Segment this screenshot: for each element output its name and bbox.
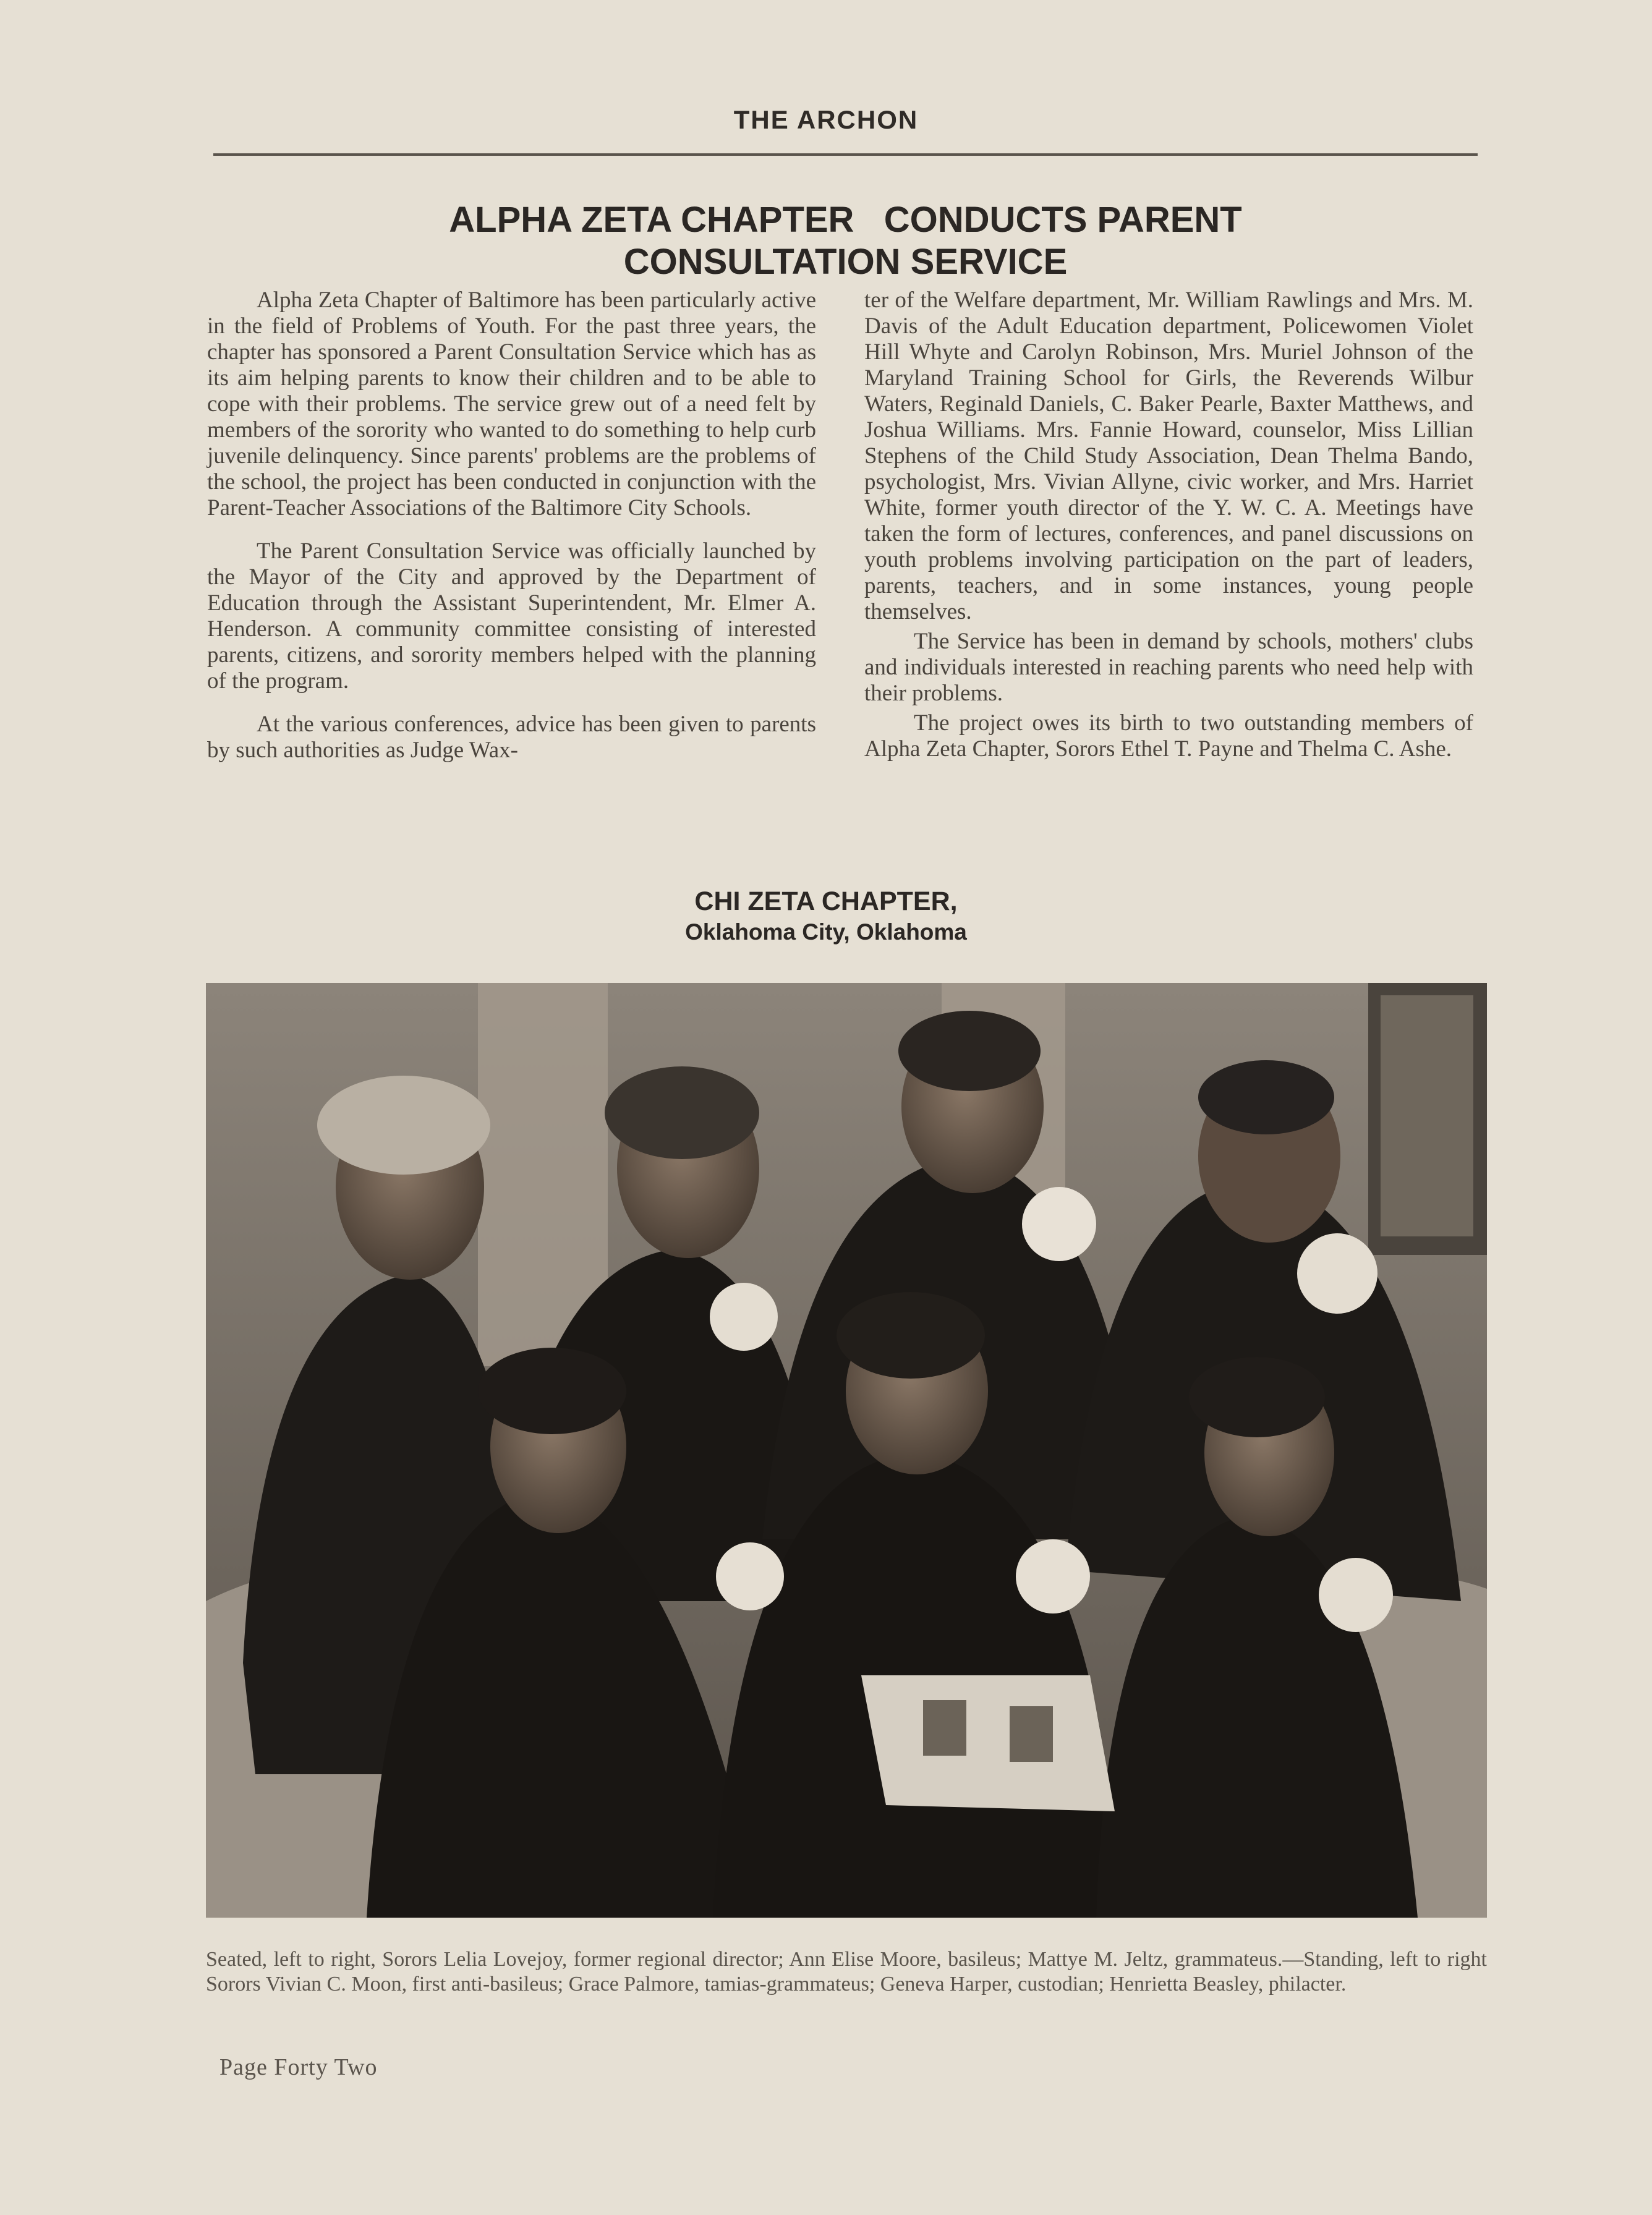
header-rule (213, 153, 1478, 156)
chapter-name: CHI ZETA CHAPTER, (694, 886, 958, 916)
paragraph: The project owes its birth to two outstanding members of Alpha Zeta Chapter, Sorors Ethel T. Payne and Thelma C. Ashe. (864, 710, 1473, 762)
paragraph: At the various conferences, advice has been given to parents by such authorities as Judge Wax- (207, 712, 816, 763)
photo-caption: Seated, left to right, Sorors Lelia Lovejoy, former regional director; Ann Elise Moore, basileus; Mattye M. Jeltz, grammateus.—Standing, left to right Sorors Vivian C. Moon, first anti-basileus; Grace Palmore, tamias-grammateus; Geneva Harper, custodian; Henrietta Beasley, philacter. (206, 1948, 1487, 1996)
article-title (213, 199, 1478, 283)
chapter-location: Oklahoma City, Oklahoma (685, 919, 967, 945)
article-title-line-2: CONSULTATION SERVICE (623, 242, 1068, 282)
article-right-column (864, 287, 1473, 766)
photograph-illustration (206, 983, 1487, 1918)
paragraph: The Parent Consultation Service was officially launched by the Mayor of the City and approved by the Department of Education through the Assistant Superintendent, Mr. Elmer A. Henderson. A community committee consisting of interested parents, citizens, and sorority members helped with the planning of the program. (207, 538, 816, 694)
article-left-column (207, 287, 816, 781)
page-number: Page Forty Two (219, 2054, 378, 2080)
photo-heading (0, 885, 1652, 947)
group-photograph (206, 983, 1487, 1918)
paragraph: Alpha Zeta Chapter of Baltimore has been particularly active in the field of Problems of Youth. For the past three years, the chapter has sponsored a Parent Consultation Service which has as its aim helping parents to know their children and to be able to cope with their problems. The service grew out of a need felt by members of the sorority who wanted to do something to help curb juvenile delinquency. Since parents' problems are the problems of the school, the project has been conducted in conjunction with the Parent-Teacher Associations of the Baltimore City Schools. (207, 287, 816, 521)
running-head: THE ARCHON (733, 105, 919, 134)
paragraph: ter of the Welfare department, Mr. William Rawlings and Mrs. M. Davis of the Adult Education department, Policewomen Violet Hill Whyte and Carolyn Robinson, Mrs. Muriel Johnson of the Maryland Training School for Girls, the Reverends Wilbur Waters, Reginald Daniels, C. Baker Pearle, Baxter Matthews, and Joshua Williams. Mrs. Fannie Howard, counselor, Miss Lillian Stephens of the Child Study Association, Dean Thelma Bando, psychologist, Mrs. Vivian Allyne, civic worker, and Mrs. Harriet White, former youth director of the Y. W. C. A. Meetings have taken the form of lectures, conferences, and panel discussions on youth problems involving participation on the part of leaders, parents, teachers, and in some instances, young people themselves. (864, 287, 1473, 624)
article-title-line-1: ALPHA ZETA CHAPTER CONDUCTS PARENT (449, 200, 1242, 240)
paragraph: The Service has been in demand by schools, mothers' clubs and individuals interested in reaching parents who need help with their problems. (864, 629, 1473, 706)
